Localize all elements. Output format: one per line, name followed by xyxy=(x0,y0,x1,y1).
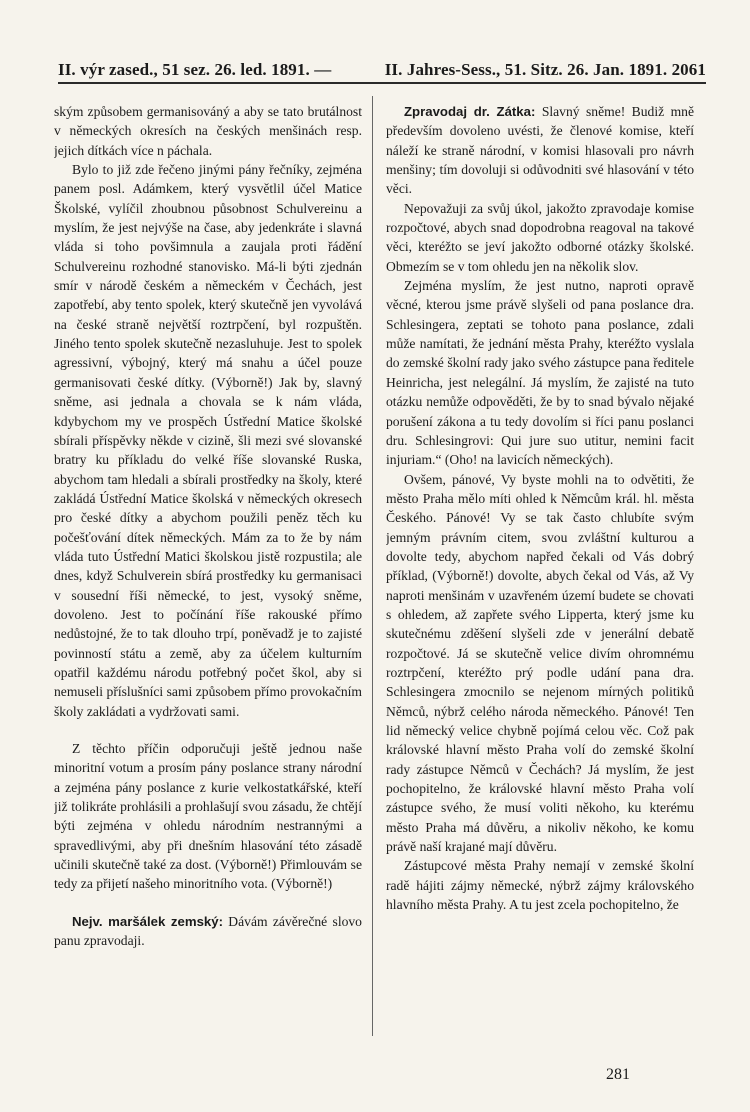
speaker-text-reporter: Slavný sněme! Budiž mně především dovoleno uvésti, že členové komise, kteří náleží ke straně národní, v komisi hlasovali pro návrh menšiny; tím dovoluji si odůvodniti své hlasování v této věci. xyxy=(386,104,694,197)
left-paragraph-2: Bylo to již zde řečeno jinými pány řečníky, zejména panem posl. Adámkem, který vysvětlil účel Matice Školské, vylíčil zhoubnou působnost Schulvereinu a myslím, že jest nejvýše na čase, aby jedenkráte i slavná vláda si toho povšimnula a zaujala proti řádění Schulvereinu rozhodné stanovisko. Má-li býti zjednán smír v národě českém a německém v Čechách, jest zapotřebí, aby tento spolek, který skutečně jen vyvolává na české straně největší roztrpčení, byl rozpuštěn. Jiného tento spolek skutečně nezasluhuje. Jest to spolek agressivní, výbojný, který má snahu a účel pouze germanisovati české dítky. (Výborně!) Jak by, slavný sněme, asi jednala a chovala se k nám vláda, kdybychom my ve prospěch Ústřední Matice školské sbírali příspěvky někde v cizině, šli mezi své slovanské bratry ku příkladu do velké říše slovanské Ruska, abychom tam hledali a sbírali prostředky na školy, které zakládá Ústřední Matice školská v německých okresech pro české dítky a abychom použili peněz těch ku počešťování dítek německých. Mám za to že by nám vláda tuto Ústřední Matici školskou jistě rozpustila; ale dnes, když Schulverein sbírá prostředky ku germanisaci v sousední říši německé, to jest, vysoký sněme, dovoleno. Jest to počínání říše rakouské přímo nedůstojné, že to tak dlouho trpí, poněvadž je to zajisté povinností státu a země, aby za účelem kulturním opatřil každému národu potřebný počet škol, aby si nemuseli příslušníci sami způsobem přímo provokačním školy zakládati a vydržovati sami. xyxy=(54,162,362,719)
right-paragraph-5: Zástupcové města Prahy nemají v zemské školní radě hájiti zájmy německé, nýbrž zájmy královského hlavního města Prahy. A tu jest zcela pochopitelno, že xyxy=(386,858,694,913)
page-number: 281 xyxy=(606,1066,630,1083)
speaker-name-marshal: Nejv. maršálek zemský: xyxy=(72,913,223,929)
left-paragraph-1: ským způsobem germanisováný a aby se tato brutálnost v německých okresích na českých menšinách resp. jejich dítkách více n páchala. xyxy=(54,104,362,158)
right-paragraph-3: Zejména myslím, že jest nutno, naproti opravě věcné, kterou jsme právě slyšeli od pana poslance dra. Schlesingera, zeptati se tohoto pana poslance, zdali může namítati, že jednání města Prahy, kteréžto vyslala do zemské školní rady jako svého zástupce pana ředitele Heinricha, jest nelegální. Já myslím, že zajisté na tuto otázku nemůže odpověděti, že by to snad bývalo nějaké porušení zákona a tu tedy dovolím si říci panu poslanci dru. Schlesingrovi: Qui jure suo utitur, nemini facit injuriam.“ (Oho! na lavicích německých). xyxy=(386,278,694,468)
right-column xyxy=(386,102,694,1092)
right-paragraph-2: Nepovažuji za svůj úkol, jakožto zpravodaje komise rozpočtové, abych snad dopodrobna reagoval na takové věci, kteréžto se jeví jakožto odborné otázky školské. Obmezím se v tom ohledu jen na několik slov. xyxy=(386,200,694,274)
header-separator: — xyxy=(314,60,332,79)
left-paragraph-3: Z těchto příčin odporučuji ještě jednou naše minoritní votum a prosím pány poslance strany národní a zejména pány poslance z kurie velkostatkářské, kteří již tolikráte prohlásili a prohlašují svou zásadu, že chtějí býti zejména v ohledu národním nestrannými a spravedlivými, aby při dnešním hlasování této zásadě učinili skutečně také za dost. (Výborně!) Přimlouvám se tedy za přijetí našeho minoritního vota. (Výborně!) xyxy=(54,741,362,892)
left-paragraph-4 xyxy=(54,912,362,951)
running-header xyxy=(58,56,706,86)
speaker-text-marshal: Dávám závěrečné slovo panu zpravodaji. xyxy=(54,913,362,949)
header-czech-text: II. výr zased., 51 sez. 26. led. 1891. xyxy=(58,60,310,79)
column-divider xyxy=(372,96,373,1036)
header-rule xyxy=(58,82,706,84)
speaker-name-reporter: Zpravodaj dr. Zátka: xyxy=(404,104,536,119)
header-czech xyxy=(58,60,331,80)
left-column xyxy=(54,102,362,1092)
right-paragraph-1 xyxy=(386,102,694,199)
right-paragraph-4: Ovšem, pánové, Vy byste mohli na to odvětiti, že město Praha mělo míti ohled k Němcům král. hl. města Českého. Pánové! Vy se tak často chlubíte svým jemným právním citem, svou zvláštní kulturou a dovolte tedy, abychom napřed čekali od Vás dobrý příklad, (Výborně!) dovolte, abych čekal od Vás, až Vy naproti menšinám v uzavřeném území budete se chovati s ohledem, až zapřete svého Lipperta, který jsme ku skutečnému zděšení slyšeli zde v jenerální debatě rozpočtové. Já se skutečně velice divím ohromnému roztrpčení, kteréžto prý podle udání pana dra. Schlesingera zmocnilo se nejenom mírných politiků Němců, nýbrž celého národa německého. Pánové! Ten lid německý velice chybně pojímá celou věc. Což pak královské hlavní město Praha volí do zemské školní rady zástupce Němců v Čechách? Já myslím, že jest pochopitelno, že královské hlavní město Praha volí zástupce svého, že musí voliti někoho, ku kterému město Praha má důvěru, a nikoliv někoho, ke komu právě naší krajané mají důvěru. xyxy=(386,471,694,855)
header-german: II. Jahres-Sess., 51. Sitz. 26. Jan. 1891. 2061 xyxy=(384,60,706,79)
